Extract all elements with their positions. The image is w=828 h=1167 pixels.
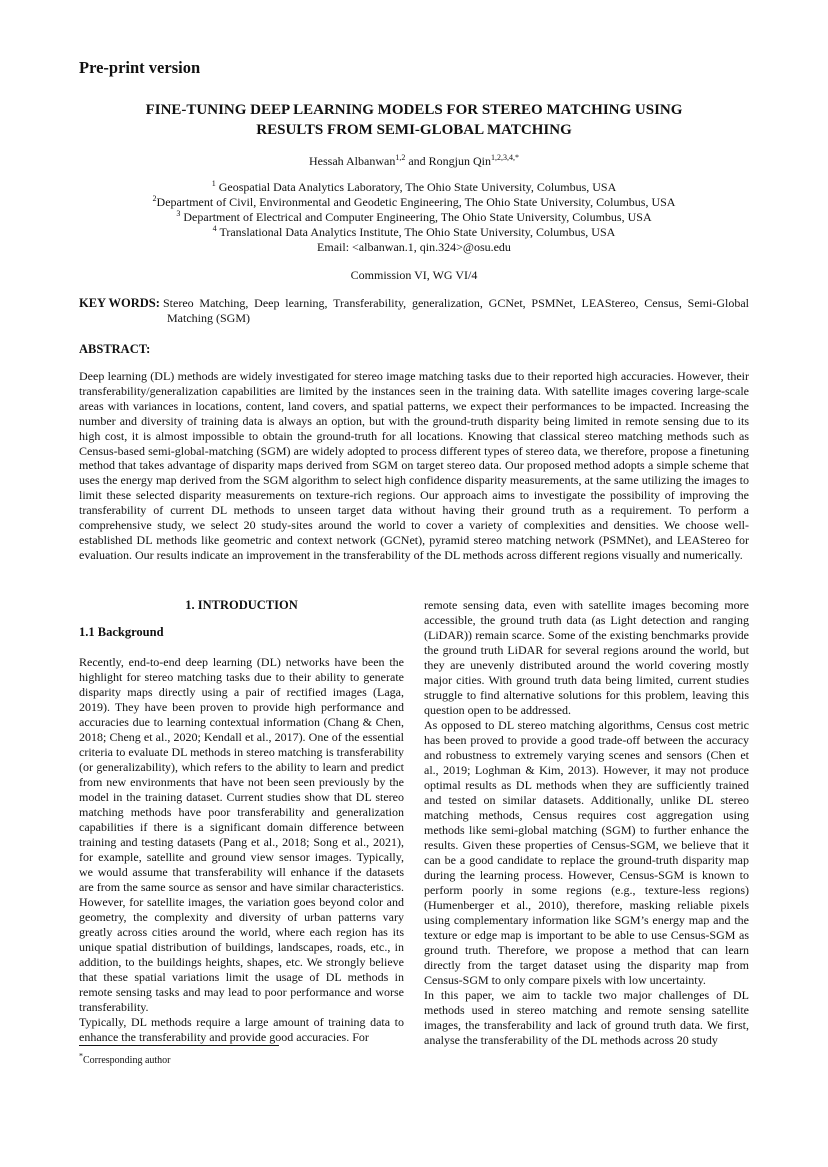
affiliation-1-number: 1 [211,179,216,188]
affiliation-2-number: 2 [152,194,157,203]
affiliation-3-text: Department of Electrical and Computer Engineering, The Ohio State University, Columbus, USA [180,210,652,224]
footnote-marker: * [79,1051,83,1061]
footnote-divider [79,1045,279,1046]
keywords-label: KEY WORDS: [79,296,160,310]
affiliations [79,180,749,255]
paragraph: Recently, end-to-end deep learning (DL) networks have been the highlight for stereo matching tasks due to their ability to generate disparity maps directly using a pair of rectified images (Laga, 2019). They have been proven to provide high performance and accuracies due to learning contextual information (Chang & Chen, 2018; Cheng et al., 2020; Kendall et al., 2017). One of the essential criteria to evaluate DL methods in stereo matching is transferability (or generalizability), which refers to the ability to learn and predict from new environments that have not been seen previously by the model in the training dataset. Current studies show that DL stereo matching methods have poor transferability and generalization capabilities if there is a significant domain difference between training and testing datasets (Pang et al., 2018; Song et al., 2021), for example, satellite and ground view sensor images. Typically, we would assume that transferability will enhance if the datasets are from the same source as sensor and have similar characteristics. However, for satellite images, the variation goes beyond color and geometry, the complexity and diversity of urban patterns vary greatly across cities around the world, where each region has its unique spatial distribution of buildings, landscapes, roads, etc., in addition, to the buildings heights, shapes, etc. We strongly believe that these spatial variations limit the usage of DL methods in remote sensing tasks and may lead to poor performance and worse transferability. [79,655,404,1014]
left-column [79,598,404,1045]
footnote [79,1051,171,1066]
section-heading-introduction: 1. INTRODUCTION [185,598,298,612]
abstract-text: Deep learning (DL) methods are widely investigated for stereo image matching tasks due to their reported high accuracies. However, their transferability/generalization capabilities are limited by the instances seen in the training data. With satellite images covering large-scale areas with variances in locations, content, land covers, and spatial patterns, we expect their performances to be impacted. Increasing the number and diversity of training data is always an option, but with the ground-truth disparity being limited in remote sensing due to its high cost, it is almost impossible to obtain the ground-truth for all locations. Knowing that classical stereo matching methods such as Census-based semi-global-matching (SGM) are widely adopted to process different types of stereo data, we therefore, propose a finetuning method that takes advantage of disparity maps derived from SGM on target stereo data. Our proposed method adopts a simple scheme that uses the energy map derived from the SGM algorithm to select high confidence disparity measurements, at the same utilizing the images to limit these selected disparity measurements on texture-rich regions. Our approach aims to investigate the possibility of improving the transferability of current DL methods to unseen target data without having their ground truth as a requirement. To perform a comprehensive study, we select 20 study-sites around the world to cover a variety of complexities and densities. We choose well-established DL methods like geometric and context network (GCNet), pyramid stereo matching network (PSMNet), and LEAStereo for evaluation. Our results indicate an improvement in the transferability of the DL methods across different regions visually and numerically. [79,369,749,562]
affiliation-1 [79,180,749,195]
paragraph: As opposed to DL stereo matching algorithms, Census cost metric has been proved to provide a good trade-off between the accuracy and robustness to extremely varying scenes and sensors (Chen et al., 2019; Loghman & Kim, 2013). However, it may not produce optimal results as DL methods when they are sufficiently trained and tested on similar datasets. Additionally, unlike DL stereo matching methods, Census requires cost aggregation using methods like semi-global matching (SGM) to further enhance the results. Given these properties of Census-SGM, we believe that it can be a good candidate to replace the ground-truth disparity map during the learning process. However, Census-SGM is known to perform poorly in some regions (e.g., texture-less regions) (Humenberger et al., 2010), therefore, masking reliable pixels using complementary information like SGM’s energy map and the texture or edge map is important to be able to use Census-SGM as ground truth. Therefore, we propose a method that can learn directly from the target dataset using the disparity map from Census-SGM to only compare pixels with low uncertainty. [424,718,749,987]
affiliation-3 [79,210,749,225]
affiliation-4-number: 4 [212,224,217,233]
paragraph: In this paper, we aim to tackle two major challenges of DL methods used in stereo matching and remote sensing satellite images, the transferability and lack of ground truth data. We first, analyse the transferability of the DL methods across 20 study [424,988,749,1047]
affiliation-4-text: Translational Data Analytics Institute, The Ohio State University, Columbus, USA [216,225,616,239]
commission-line: Commission VI, WG VI/4 [350,268,478,282]
right-column [424,598,749,1048]
paragraph: Typically, DL methods require a large amount of training data to enhance the transferability and provide good accuracies. For [79,1015,404,1044]
title-line-2: RESULTS FROM SEMI-GLOBAL MATCHING [256,122,572,138]
email-line: Email: <albanwan.1, qin.324>@osu.edu [317,240,511,254]
subsection-heading-background: 1.1 Background [79,625,164,639]
affiliation-4 [79,225,749,240]
author-conjunction: and [405,154,429,168]
author-2: Rongjun Qin [428,154,491,168]
footnote-text: Corresponding author [83,1055,171,1066]
affiliation-2 [79,195,749,210]
preprint-label: Pre-print version [79,58,201,77]
affiliation-3-number: 3 [176,209,181,218]
keywords [79,296,749,326]
author-1-affil: 1,2 [395,153,406,162]
affiliation-2-text: Department of Civil, Environmental and Geodetic Engineering, The Ohio State University, Columbus, USA [156,195,676,209]
abstract-heading: ABSTRACT: [79,342,151,356]
paragraph: remote sensing data, even with satellite images becoming more accessible, the ground truth data (as Light detection and ranging (LiDAR)) remain scarce. Some of the existing benchmarks provide the ground truth LiDAR for several regions around the world, but they are unevenly distributed around the world covering mostly major cities. With ground truth data being limited, current studies struggle to find alternative solutions for this problem, leaving this question open to be addressed. [424,598,749,717]
title-line-1: FINE-TUNING DEEP LEARNING MODELS FOR STEREO MATCHING USING [145,102,683,118]
keywords-text: Stereo Matching, Deep learning, Transferability, generalization, GCNet, PSMNet, LEAStereo, Census, Semi-Global Matching (SGM) [163,296,749,325]
author-list [79,154,749,168]
author-2-affil: 1,2,3,4,* [491,153,519,162]
affiliation-1-text: Geospatial Data Analytics Laboratory, The Ohio State University, Columbus, USA [215,180,617,194]
paper-title [79,100,749,140]
author-1: Hessah Albanwan [309,154,396,168]
